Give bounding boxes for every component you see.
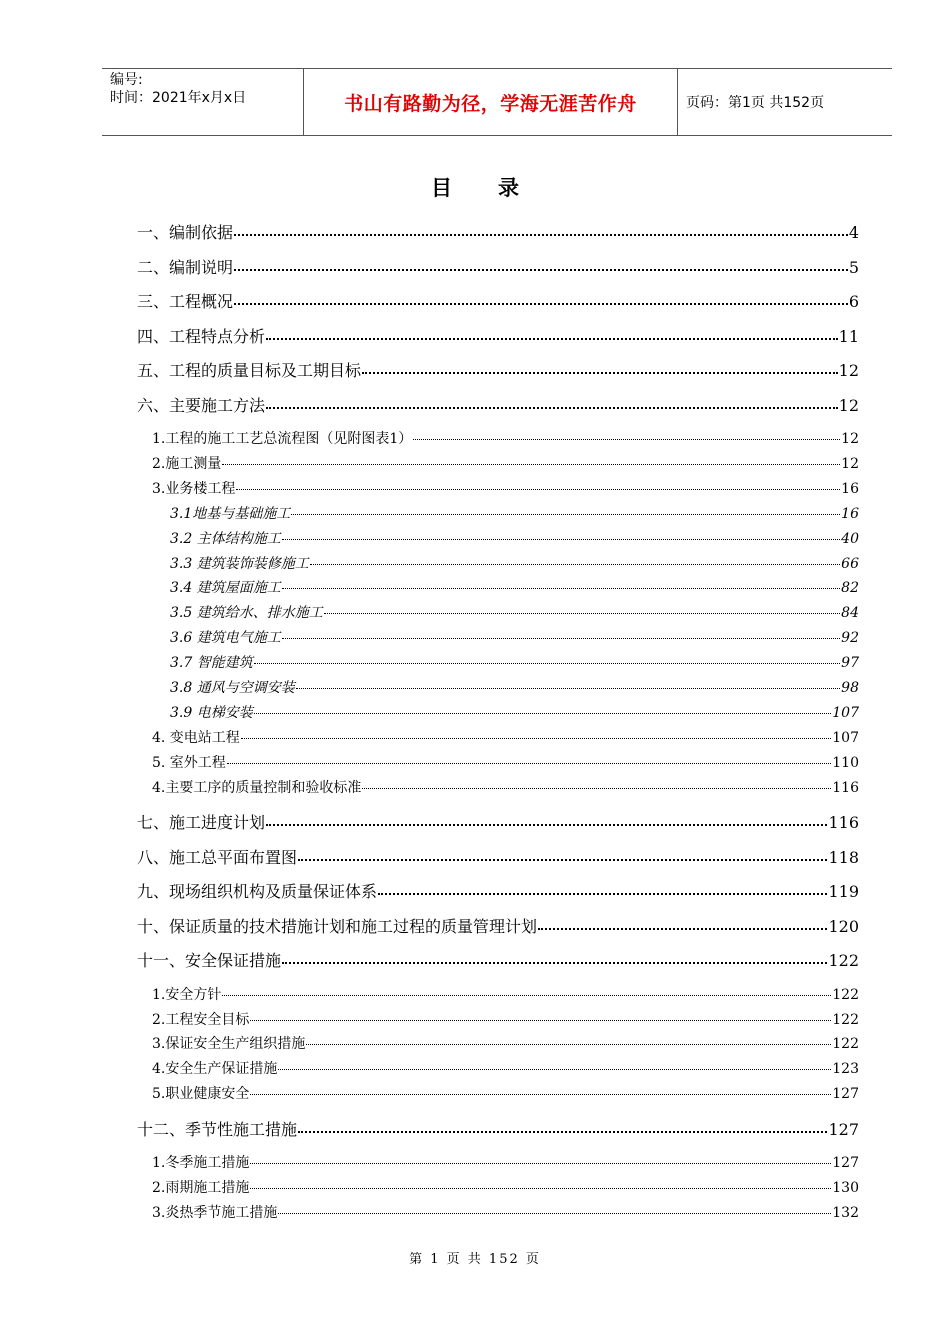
toc-entry[interactable] [170,677,859,697]
toc-entry-label: 七、施工进度计划 [137,813,266,832]
toc-dot-leader [222,464,840,465]
toc-entry-page: 116 [832,780,859,796]
toc-entry[interactable] [152,1058,859,1078]
toc-entry-page: 110 [832,755,859,771]
toc-entry-label: 2.施工测量 [152,456,222,472]
toc-entry[interactable] [152,1152,859,1172]
toc-dot-leader [254,663,840,664]
header-page-info: 页码：第1页 共152页 [686,95,825,111]
toc-entry[interactable] [137,358,859,381]
toc-entry[interactable] [137,879,859,902]
toc-entry-page: 12 [838,361,859,380]
toc-entry[interactable] [170,652,859,672]
toc-dot-leader [266,407,838,409]
toc-entry-page: 92 [841,630,859,646]
toc-entry[interactable] [137,845,859,868]
toc-dot-leader [324,613,840,614]
toc-entry-label: 3.保证安全生产组织措施 [152,1036,306,1052]
toc-dot-leader [282,539,840,540]
toc-entry-label: 3.5 建筑给水、排水施工 [170,605,323,621]
toc-entry[interactable] [137,393,859,416]
toc-entry-page: 122 [832,1036,859,1052]
toc-dot-leader [298,1131,827,1133]
toc-entry-page: 120 [828,917,859,936]
toc-entry-page: 116 [828,813,859,832]
toc-entry[interactable] [152,777,859,797]
toc-entry-label: 5.职业健康安全 [152,1086,250,1102]
toc-entry-label: 5. 室外工程 [152,755,226,771]
toc-entry[interactable] [137,220,859,243]
toc-entry-page: 12 [838,396,859,415]
toc-dot-leader [282,588,840,589]
toc-dot-leader [362,372,838,374]
toc-entry[interactable] [152,752,859,772]
toc-entry-page: 119 [828,882,859,901]
toc-entry-page: 40 [841,531,859,547]
toc-entry-label: 3.炎热季节施工措施 [152,1205,278,1221]
toc-entry-label: 一、编制依据 [137,223,234,242]
toc-entry-label: 2.工程安全目标 [152,1012,250,1028]
toc-entry[interactable] [170,528,859,548]
toc-dot-leader [266,824,827,826]
toc-dot-leader [310,564,840,565]
toc-entry-label: 3.业务楼工程 [152,481,236,497]
toc-dot-leader [241,738,831,739]
toc-dot-leader [250,1163,831,1164]
toc-entry[interactable] [152,727,859,747]
toc-entry-page: 12 [841,456,859,472]
toc-entry-label: 3.9 电梯安装 [170,705,253,721]
toc-entry-page: 84 [841,605,859,621]
toc-entry[interactable] [170,602,859,622]
toc-dot-leader [378,893,827,895]
toc-entry-page: 127 [832,1086,859,1102]
toc-entry[interactable] [152,428,859,448]
toc-dot-leader [250,1094,831,1095]
toc-dot-leader [227,763,831,764]
toc-dot-leader [234,234,848,236]
toc-entry[interactable] [137,289,859,312]
toc-entry-page: 127 [832,1155,859,1171]
toc-entry-page: 107 [832,730,859,746]
toc-dot-leader [236,489,840,490]
toc-entry[interactable] [137,948,859,971]
toc-dot-leader [538,928,827,930]
toc-dot-leader [254,713,832,714]
toc-dot-leader [278,1069,831,1070]
page-footer: 第 1 页 共 152 页 [409,1252,541,1267]
toc-entry[interactable] [152,984,859,1004]
toc-entry-label: 4.安全生产保证措施 [152,1061,278,1077]
toc-entry-label: 4. 变电站工程 [152,730,240,746]
toc-entry-label: 四、工程特点分析 [137,327,266,346]
toc-entry-label: 3.1地基与基础施工 [170,506,291,522]
toc-entry[interactable] [170,503,859,523]
toc-dot-leader [282,638,840,639]
toc-title: 目录 [431,176,565,200]
toc-entry-page: 98 [841,680,859,696]
toc-entry[interactable] [152,1083,859,1103]
toc-entry-page: 82 [841,580,859,596]
toc-entry[interactable] [170,702,859,722]
toc-entry-page: 6 [848,292,859,311]
toc-entry-page: 118 [828,848,859,867]
toc-dot-leader [222,995,831,996]
toc-dot-leader [250,1020,831,1021]
toc-entry-page: 4 [848,223,859,242]
toc-entry-label: 十二、季节性施工措施 [137,1120,298,1139]
toc-entry-label: 三、工程概况 [137,292,234,311]
toc-dot-leader [296,688,840,689]
toc-dot-leader [362,788,831,789]
toc-entry-page: 130 [832,1180,859,1196]
toc-entry[interactable] [152,1009,859,1029]
toc-entry-page: 16 [841,481,859,497]
toc-entry-label: 六、主要施工方法 [137,396,266,415]
toc-entry-label: 3.8 通风与空调安装 [170,680,295,696]
toc-dot-leader [282,962,827,964]
toc-entry-page: 5 [848,258,859,277]
toc-entry-label: 1.冬季施工措施 [152,1155,250,1171]
toc-entry-label: 1.安全方针 [152,987,222,1003]
toc-entry-page: 107 [832,705,859,721]
toc-entry-page: 12 [841,431,859,447]
toc-entry-page: 127 [828,1120,859,1139]
toc-entry[interactable] [137,255,859,278]
toc-entry[interactable] [170,553,859,573]
toc-dot-leader [306,1044,831,1045]
toc-entry[interactable] [152,478,859,498]
toc-dot-leader [278,1213,831,1214]
toc-entry-label: 3.3 建筑装饰装修施工 [170,556,309,572]
toc-entry-label: 九、现场组织机构及质量保证体系 [137,882,378,901]
toc-entry-label: 3.6 建筑电气施工 [170,630,281,646]
toc-dot-leader [234,303,848,305]
toc-entry-label: 3.4 建筑屋面施工 [170,580,281,596]
toc-entry-label: 十一、安全保证措施 [137,951,282,970]
toc-dot-leader [413,439,840,440]
toc-entry[interactable] [152,453,859,473]
toc-entry[interactable] [170,577,859,597]
toc-entry-page: 122 [832,1012,859,1028]
toc-entry-page: 66 [841,556,859,572]
toc-entry[interactable] [137,324,859,347]
toc-entry-page: 11 [838,327,859,346]
toc-entry-label: 五、工程的质量目标及工期目标 [137,361,362,380]
toc-entry-page: 123 [832,1061,859,1077]
toc-dot-leader [234,269,848,271]
toc-entry-label: 3.2 主体结构施工 [170,531,281,547]
toc-dot-leader [298,859,827,861]
toc-entry[interactable] [152,1177,859,1197]
toc-entry[interactable] [170,627,859,647]
toc-entry-label: 2.雨期施工措施 [152,1180,250,1196]
code-label: 编号: [110,72,143,88]
toc-dot-leader [291,514,840,515]
toc-entry-label: 1.工程的施工工艺总流程图（见附图表1） [152,431,413,447]
toc-entry-label: 3.7 智能建筑 [170,655,253,671]
toc-entry-page: 16 [841,506,859,522]
toc-entry-page: 122 [832,987,859,1003]
toc-dot-leader [250,1188,831,1189]
time-label: 时间：2021年x月x日 [110,90,247,106]
toc-entry-page: 122 [828,951,859,970]
toc-entry-label: 二、编制说明 [137,258,234,277]
header-motto: 书山有路勤为径，学海无涯苦作舟 [304,69,678,135]
toc-dot-leader [266,338,838,340]
toc-entry[interactable] [152,1033,859,1053]
toc-entry[interactable] [137,1117,859,1140]
toc-entry[interactable] [137,810,859,833]
toc-entry-label: 八、施工总平面布置图 [137,848,298,867]
toc-entry-page: 132 [832,1205,859,1221]
toc-entry-label: 4.主要工序的质量控制和验收标准 [152,780,362,796]
toc-entry-page: 97 [841,655,859,671]
toc-entry[interactable] [137,914,859,937]
toc-entry[interactable] [152,1202,859,1222]
toc-entry-label: 十、保证质量的技术措施计划和施工过程的质量管理计划 [137,917,538,936]
